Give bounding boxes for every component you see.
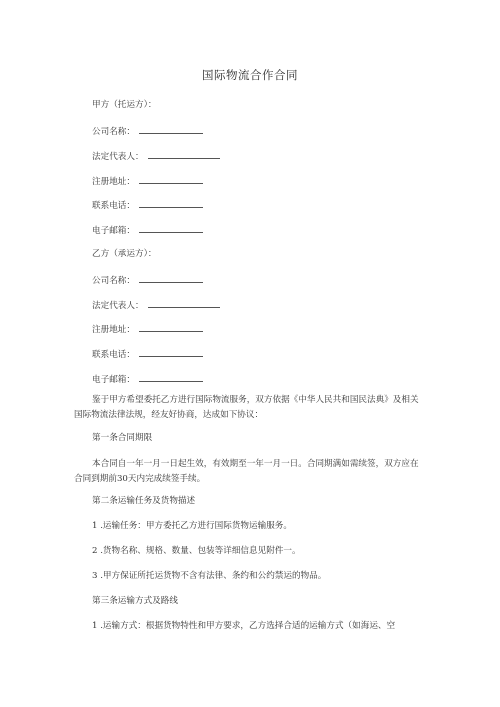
article-2-item-2: 2 .货物名称、规格、数量、包装等详细信息见附件一。 — [92, 546, 301, 556]
fill-in-blank — [139, 347, 203, 357]
field-label: 法定代表人： — [92, 301, 144, 311]
document-title: 国际物流合作合同 — [202, 68, 298, 82]
field-label: 电子邮箱： — [92, 375, 135, 385]
fill-in-blank — [139, 322, 203, 332]
field-label: 法定代表人： — [92, 152, 144, 162]
fill-in-blank — [148, 149, 220, 159]
party-a-email-field — [92, 223, 203, 238]
article-2-item-1: 1 .运输任务：甲方委托乙方进行国际货物运输服务。 — [92, 521, 292, 531]
party-b-phone-field — [92, 347, 203, 362]
article-2-item-3: 3 .甲方保证所托运货物不含有法律、条约和公约禁运的物品。 — [92, 571, 327, 581]
fill-in-blank — [148, 298, 220, 308]
fill-in-blank — [139, 273, 203, 283]
field-label: 注册地址： — [92, 177, 135, 187]
field-label: 电子邮箱： — [92, 226, 135, 236]
party-b-address-field — [92, 322, 203, 337]
preamble-paragraph: 鉴于甲方希望委托乙方进行国际物流服务，双方依据《中华人民共和国民法典》及相关国际物流法律法规，经友好协商，达成如下协议： — [74, 395, 419, 420]
party-a-heading: 甲方（托运方）： — [92, 100, 157, 110]
fill-in-blank — [139, 372, 203, 382]
field-label: 联系电话： — [92, 201, 135, 211]
fill-in-blank — [139, 223, 203, 233]
party-b-representative-field — [92, 298, 220, 313]
party-a-company-field — [92, 124, 203, 139]
article-1-paragraph: 本合同自一年一月一日起生效，有效期至一年一月一日。合同期满如需续签，双方应在合同到期前30天内完成续签手续。 — [74, 459, 419, 484]
party-b-heading: 乙方（承运方）： — [92, 249, 157, 259]
field-label: 公司名称： — [92, 127, 135, 137]
party-a-representative-field — [92, 149, 220, 164]
party-a-phone-field — [92, 198, 203, 213]
party-b-email-field — [92, 372, 203, 387]
fill-in-blank — [139, 124, 203, 134]
party-b-company-field — [92, 273, 203, 288]
article-3-item-1: 1 .运输方式：根据货物特性和甲方要求，乙方选择合适的运输方式（如海运、空 — [92, 621, 396, 631]
fill-in-blank — [139, 174, 203, 184]
field-label: 公司名称： — [92, 276, 135, 286]
fill-in-blank — [139, 198, 203, 208]
field-label: 联系电话： — [92, 350, 135, 360]
field-label: 注册地址： — [92, 325, 135, 335]
article-3-heading: 第三条运输方式及路线 — [92, 596, 178, 606]
article-1-heading: 第一条合同期限 — [92, 433, 153, 443]
article-2-heading: 第二条运输任务及货物描述 — [92, 496, 196, 506]
party-a-address-field — [92, 174, 203, 189]
